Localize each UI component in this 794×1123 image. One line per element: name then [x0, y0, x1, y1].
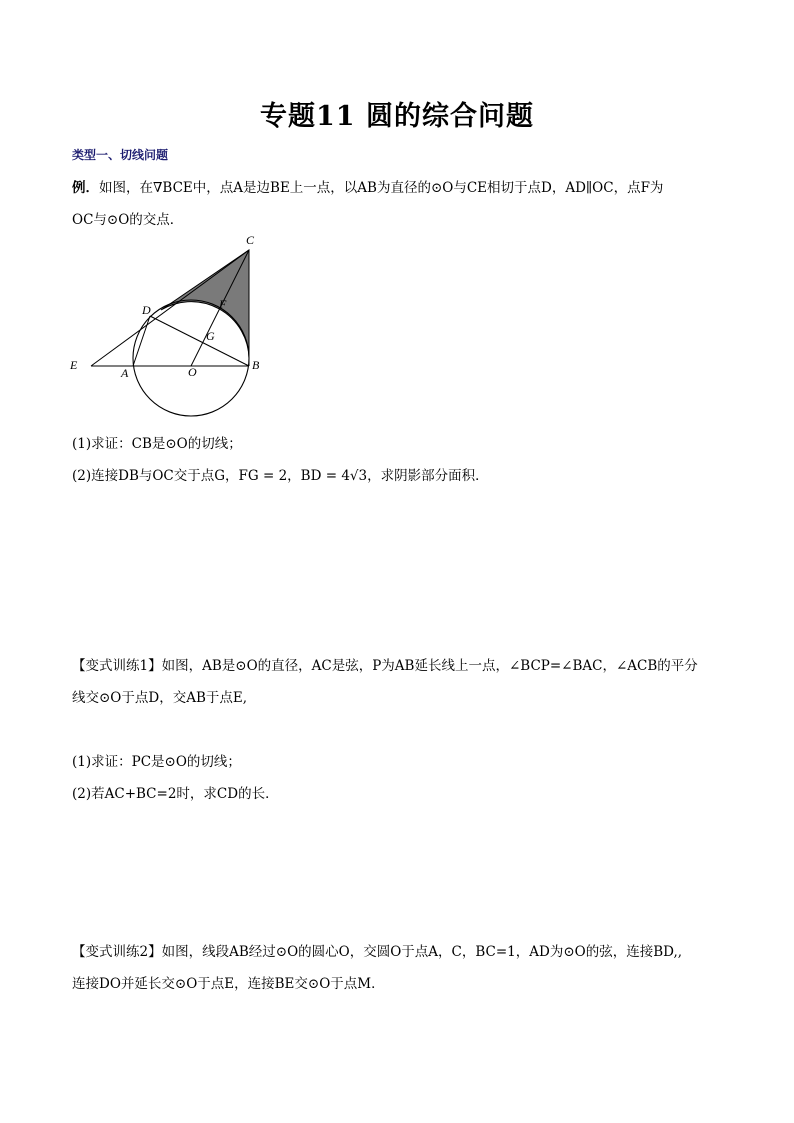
- label-f: F: [219, 297, 227, 311]
- variant1-line-1: 【变式训练1】如图，AB是⊙O的直径，AC是弦，P为AB延长线上一点，∠BCP=∠BAC，∠ACB的平分: [72, 658, 698, 674]
- label-o: O: [188, 365, 197, 379]
- variant1-question-2: (2)若AC+BC=2时，求CD的长．: [72, 786, 279, 802]
- shaded-region: [161, 250, 249, 358]
- variant2-line-2: 连接DO并延长交⊙O于点E，连接BE交⊙O于点M．: [72, 976, 385, 992]
- label-c: C: [246, 233, 255, 247]
- variant1-line-2: 线交⊙O于点D，交AB于点E,: [72, 690, 248, 706]
- example-line-2: OC与⊙O的交点．: [72, 212, 184, 228]
- label-e: E: [70, 358, 78, 372]
- page-title: 专题11 圆的综合问题: [260, 101, 534, 132]
- label-a: A: [121, 366, 129, 380]
- variant1-question-1: (1)求证：PC是⊙O的切线；: [72, 754, 241, 770]
- example-text-1: 如图，在∇BCE中，点A是边BE上一点，以AB为直径的⊙O与CE相切于点D，AD∥OC，点F为: [99, 180, 664, 196]
- section-heading: 类型一、切线问题: [72, 148, 169, 162]
- label-g: G: [206, 329, 215, 343]
- example-line-1: [72, 176, 663, 196]
- example-question-1: (1)求证：CB是⊙O的切线；: [72, 436, 242, 452]
- variant2-line-1: 【变式训练2】如图，线段AB经过⊙O的圆心O，交圆O于点A，C，BC=1，AD为⊙O的弦，连接BD,,: [72, 944, 683, 960]
- circle-tangent-diagram: [66, 230, 276, 430]
- label-d: D: [142, 303, 151, 317]
- example-prefix: 例．: [72, 180, 99, 196]
- geometry-figure: [66, 230, 276, 430]
- label-b: B: [252, 358, 260, 372]
- line-db: [150, 316, 249, 366]
- example-question-2: (2)连接DB与OC交于点G，FG = 2，BD = 4√3，求阴影部分面积．: [72, 468, 489, 484]
